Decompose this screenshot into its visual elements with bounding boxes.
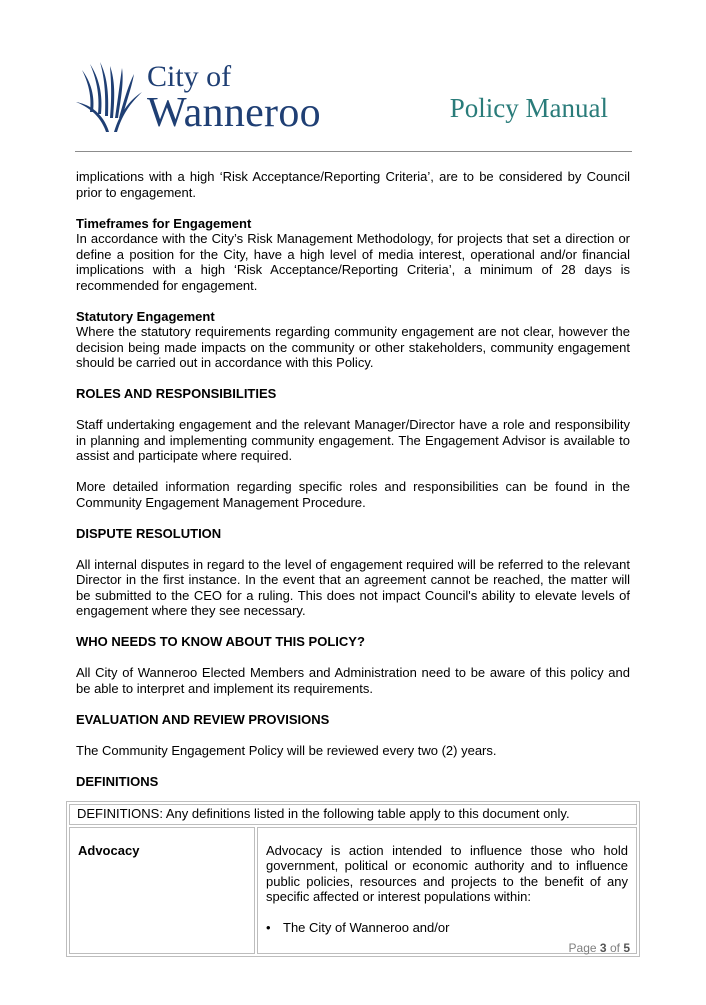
dispute-paragraph: All internal disputes in regard to the level of engagement required will be referred to the relevant Director in the first instance. In the event that an agreement cannot be reached, the matter will be submitted to the CEO for a ruling. This does not impact Council's ability to elevate levels of engagement where they see necessary. bbox=[76, 556, 630, 618]
reed-plant-icon bbox=[76, 62, 146, 134]
roles-paragraph-1: Staff undertaking engagement and the relevant Manager/Director have a role and responsibility in planning and implementing community engagement. The Engagement Advisor is available to assist and participate where required. bbox=[76, 417, 630, 463]
evaluation-paragraph: The Community Engagement Policy will be reviewed every two (2) years. bbox=[76, 742, 497, 758]
definitions-table bbox=[66, 801, 640, 957]
policy-manual-title: Policy Manual bbox=[449, 93, 608, 123]
of-label: of bbox=[609, 941, 620, 955]
statutory-paragraph: Where the statutory requirements regarding community engagement are not clear, however the decision being made impacts on the community or other stakeholders, community engagement should be carried out in accordance with this Policy. bbox=[76, 324, 630, 370]
who-paragraph: All City of Wanneroo Elected Members and Administration need to be aware of this policy and be able to interpret and implement its requirements. bbox=[76, 665, 630, 696]
dispute-heading: DISPUTE RESOLUTION bbox=[76, 525, 222, 541]
term-cell: Advocacy bbox=[69, 827, 255, 954]
bullet-item bbox=[266, 920, 628, 936]
roles-heading: ROLES AND RESPONSIBILITIES bbox=[76, 386, 277, 401]
total-pages: 5 bbox=[623, 941, 630, 955]
description-text: Advocacy is action intended to influence those who hold government, political or economic authority and to influence public policies, resources and projects to the benefit of any specific affected or interest populations within: bbox=[266, 842, 628, 904]
policy-body bbox=[76, 169, 630, 789]
table-row bbox=[69, 827, 637, 954]
description-cell bbox=[257, 827, 637, 954]
intro-paragraph: implications with a high ‘Risk Acceptance/Reporting Criteria’, are to be considered by Council prior to engagement. bbox=[76, 169, 630, 200]
definitions-heading: DEFINITIONS bbox=[76, 773, 159, 789]
statutory-heading: Statutory Engagement bbox=[76, 308, 215, 324]
page-label: Page bbox=[568, 941, 597, 955]
definitions-intro-cell: DEFINITIONS: Any definitions listed in the following table apply to this document only. bbox=[69, 804, 637, 825]
timeframes-paragraph: In accordance with the City’s Risk Management Methodology, for projects that set a direction or define a position for the City, have a high level of media interest, operational and/or financial implications with a high ‘Risk Acceptance/Reporting Criteria’, a minimum of 28 days is recommended for engagement. bbox=[76, 231, 630, 293]
evaluation-heading: EVALUATION AND REVIEW PROVISIONS bbox=[76, 711, 330, 727]
city-logo bbox=[76, 62, 326, 137]
logo-text-city-of: City of bbox=[147, 60, 232, 93]
page-header bbox=[0, 0, 706, 152]
current-page: 3 bbox=[599, 941, 607, 955]
roles-paragraph-2: More detailed information regarding specific roles and responsibilities can be found in the Community Engagement Management Procedure. bbox=[76, 479, 630, 510]
bullet-text: The City of Wanneroo and/or bbox=[283, 919, 450, 935]
logo-text-wanneroo: Wanneroo bbox=[147, 90, 321, 136]
bullet-icon: • bbox=[266, 919, 271, 935]
page-number bbox=[569, 941, 630, 955]
who-heading: WHO NEEDS TO KNOW ABOUT THIS POLICY? bbox=[76, 634, 365, 649]
header-divider bbox=[75, 151, 632, 152]
timeframes-heading: Timeframes for Engagement bbox=[76, 215, 252, 231]
